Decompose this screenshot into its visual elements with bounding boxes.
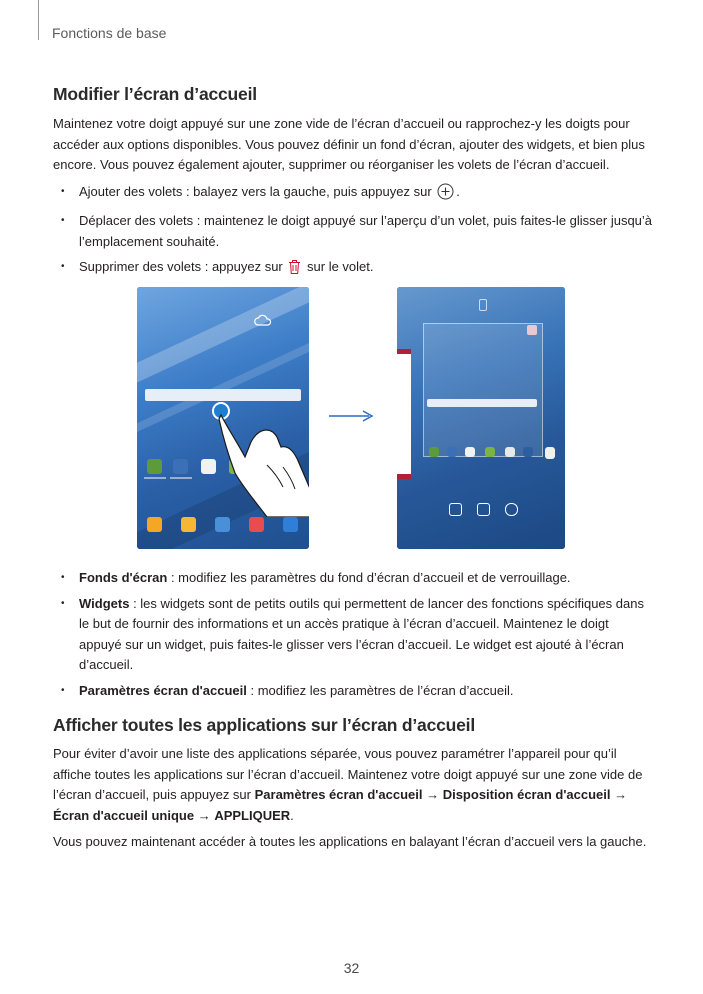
hand-gesture-icon [207, 397, 309, 517]
intro-paragraph: Maintenez votre doigt appuyé sur une zone vide de l’écran d’accueil ou rapprochez-y les doigts pour accéder aux options disponibles. Vous pouvez définir un fond d’écran, ajouter des widgets, et bien plus encore. Vous pouvez également ajouter, supprimer ou réorganiser les volets de l’écran d’accueil. [53, 116, 645, 172]
tablet-edit-mode-illustration [397, 287, 565, 549]
settings-option-icon [505, 503, 518, 516]
app-icon [249, 517, 264, 532]
paragraph-swipe: Vous pouvez maintenant accéder à toutes les applications en balayant l’écran d’accueil vers la gauche. [53, 834, 647, 849]
app-icon [147, 517, 162, 532]
add-circle-icon [437, 183, 454, 207]
app-icon [181, 517, 196, 532]
app-icon [173, 459, 188, 474]
option-wallpaper: • Fonds d'écran : modifiez les paramètres du fond d’écran d’accueil et de verrouillage. [53, 568, 653, 589]
section-title: Modifier l’écran d’accueil [53, 84, 257, 104]
header-rule [38, 0, 39, 40]
search-widget [427, 399, 537, 407]
section-edit-home [53, 84, 653, 287]
section-show-all-apps [53, 715, 653, 853]
home-panel-icon [479, 299, 487, 311]
paragraph-instructions: Pour éviter d’avoir une liste des applications séparée, vous pouvez paramétrer l’appareil pour qu’il affiche toutes les applications sur l’écran d’accueil. Maintenez votre doigt appuyé sur une zone vide de l’écran d’accueil, puis appuyez sur Paramètres écran d'accueil → Disposition écran d'accueil → Écran d'accueil unique → APPLIQUER. [53, 746, 643, 823]
panel-preview [423, 323, 543, 457]
options-section [53, 568, 653, 706]
option-home-settings: • Paramètres écran d'accueil : modifiez les paramètres de l’écran d’accueil. [53, 681, 653, 702]
arrow-right-icon [327, 408, 375, 424]
app-icon [215, 517, 230, 532]
bullet-list [53, 182, 653, 282]
side-panel-preview [397, 349, 411, 479]
trash-icon [288, 259, 301, 282]
app-icon [283, 517, 298, 532]
option-widgets: • Widgets : les widgets sont de petits outils qui permettent de lancer des fonctions spécifiques dans le but de fournir des informations et un accès pratique à l’écran d’accueil. Maintenez le doigt appuyé sur un widget, puis faites-le glisser vers l’écran d’accueil. Le widget est ajouté à l’écran d’accueil. [53, 594, 653, 676]
bullet-delete-panel: • Supprimer des volets : appuyez sur sur le volet. [53, 257, 653, 282]
options-list [53, 568, 653, 701]
section-title: Afficher toutes les applications sur l’écran d’accueil [53, 715, 475, 735]
app-icon [147, 459, 162, 474]
wallpaper-option-icon [449, 503, 462, 516]
tablet-home-screen-illustration [137, 287, 309, 549]
bullet-add-panel: • Ajouter des volets : balayez vers la gauche, puis appuyez sur . [53, 182, 653, 207]
weather-cloud-icon [254, 314, 272, 326]
bullet-move-panel: • Déplacer des volets : maintenez le doigt appuyé sur l’aperçu d’un volet, puis faites-le glisser jusqu’à l’emplacement souhaité. [53, 211, 653, 252]
delete-panel-button [527, 325, 537, 335]
chapter-title: Fonctions de base [52, 25, 167, 41]
widgets-option-icon [477, 503, 490, 516]
page-number: 32 [343, 960, 360, 976]
